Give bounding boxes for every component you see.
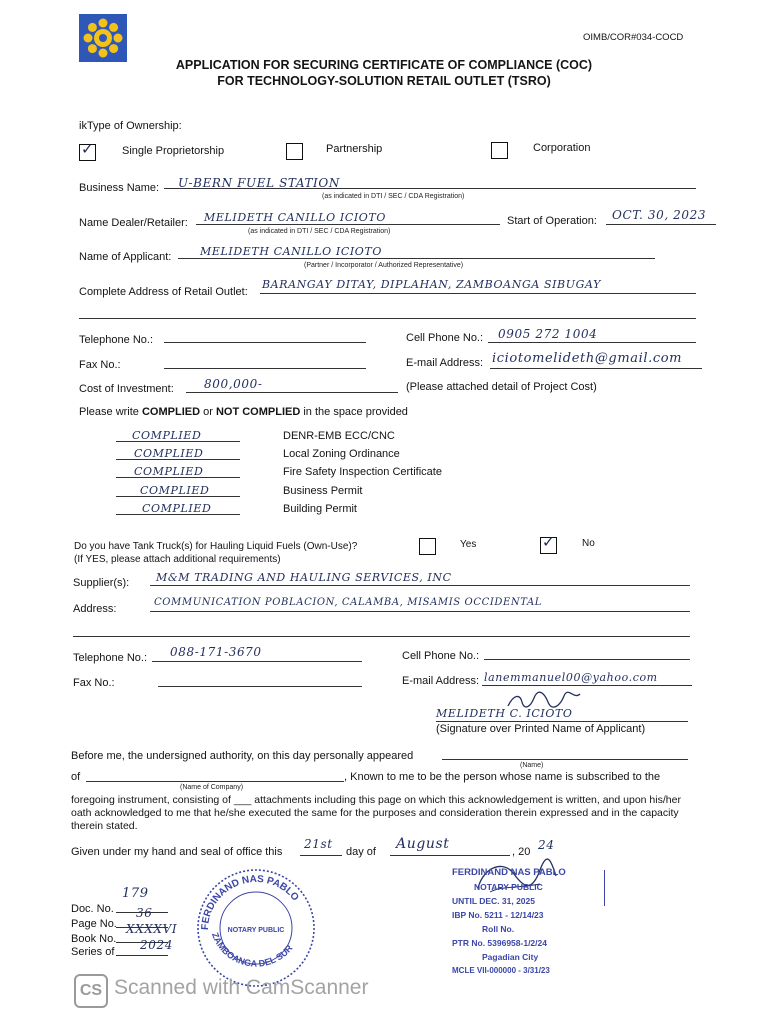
book-no-value[interactable]: XXXXVI	[126, 922, 178, 936]
government-logo	[79, 14, 127, 62]
stamp-line: IBP No. 5211 - 12/14/23	[452, 910, 544, 920]
of-label: of	[71, 771, 81, 783]
stamp-bracket	[598, 870, 605, 906]
day-of-label: day of	[346, 846, 376, 858]
compliance-status[interactable]: COMPLIED	[134, 447, 204, 460]
svg-text:FERDINAND NAS PABLO	[200, 874, 301, 930]
single-proprietorship-checkbox[interactable]	[79, 141, 96, 161]
compliance-status[interactable]: COMPLIED	[132, 429, 202, 442]
acknowledgement-paragraph: foregoing instrument, consisting of ___ attachments including this page on which this acknowledgement is written, and upon his/her oath acknowledged to me that he/she executed the same for the purposes and consideration therein expressed and in the capacity therein stated.	[71, 794, 681, 832]
supplier-fax-label: Fax No.:	[73, 677, 115, 689]
fax-label: Fax No.:	[79, 359, 121, 371]
doc-no-label: Doc. No.	[71, 903, 114, 915]
compliance-status[interactable]: COMPLIED	[134, 465, 204, 478]
address-label: Complete Address of Retail Outlet:	[79, 286, 248, 298]
stamp-line: NOTARY PUBLIC	[474, 882, 543, 892]
start-operation-value[interactable]: OCT. 30, 2023	[612, 208, 707, 222]
compliance-item-label: Business Permit	[283, 485, 363, 497]
telephone-label: Telephone No.:	[79, 334, 153, 346]
form-code: OIMB/COR#034-COCD	[583, 32, 684, 43]
camscanner-badge: CS	[74, 974, 108, 1008]
form-title-line2: FOR TECHNOLOGY-SOLUTION RETAIL OUTLET (TSRO)	[217, 74, 551, 88]
investment-note: (Please attached detail of Project Cost)	[406, 381, 597, 393]
given-day-value[interactable]: 21st	[304, 837, 333, 851]
applicant-note: (Partner / Incorporator / Authorized Representative)	[304, 262, 464, 269]
supplier-label: Supplier(s):	[73, 577, 130, 589]
supplier-telephone-value[interactable]: 088-171-3670	[170, 645, 262, 659]
tank-truck-no-checkbox[interactable]	[540, 534, 557, 554]
business-name-note: (as indicated in DTI / SEC / CDA Registration)	[322, 193, 465, 200]
check-mark-icon: ✓	[542, 534, 555, 551]
stamp-line: MCLE VII-000000 - 3/31/23	[452, 966, 550, 975]
page-no-value[interactable]: 36	[136, 906, 153, 920]
business-name-value[interactable]: U-BERN FUEL STATION	[178, 176, 340, 190]
investment-label: Cost of Investment:	[79, 383, 174, 395]
supplier-address-value[interactable]: COMMUNICATION POBLACION, CALAMBA, MISAMIS OCCIDENTAL	[154, 597, 543, 608]
investment-value[interactable]: 800,000-	[204, 377, 263, 391]
dealer-value[interactable]: MELIDETH CANILLO ICIOTO	[204, 211, 386, 224]
seal-top-text: FERDINAND NAS PABLO	[199, 873, 301, 931]
tank-truck-yes-checkbox[interactable]	[419, 538, 436, 555]
acknowledgement-line1: Before me, the undersigned authority, on this day personally appeared	[71, 750, 414, 762]
given-month-value[interactable]: August	[396, 836, 450, 852]
supplier-cell-label: Cell Phone No.:	[402, 650, 480, 662]
stamp-line: Roll No.	[482, 924, 515, 934]
option-corporation: Corporation	[533, 142, 591, 154]
cell-phone-value[interactable]: 0905 272 1004	[498, 327, 598, 341]
compliance-item-label: Building Permit	[283, 503, 357, 515]
dealer-label: Name Dealer/Retailer:	[79, 217, 188, 229]
check-mark-icon: ✓	[81, 141, 94, 158]
stamp-line: PTR No. 5396958-1/2/24	[452, 938, 547, 948]
signature-label: (Signature over Printed Name of Applicant)	[436, 723, 646, 735]
supplier-address-label: Address:	[73, 603, 117, 615]
seal-bottom-text: ZAMBOANGA DEL SUR	[210, 931, 295, 969]
corporation-checkbox[interactable]	[491, 142, 508, 159]
stamp-line: Pagadian City	[482, 952, 539, 962]
email-value[interactable]: iciotomelideth@gmail.com	[492, 351, 683, 366]
option-single-proprietorship: Single Proprietorship	[122, 145, 225, 157]
supplier-value[interactable]: M&M TRADING AND HAULING SERVICES, INC	[156, 571, 452, 584]
partnership-checkbox[interactable]	[286, 143, 303, 160]
svg-text:ZAMBOANGA DEL SUR	[210, 931, 295, 969]
ownership-label: ikType of Ownership:	[79, 120, 182, 132]
given-prefix: Given under my hand and seal of office this	[71, 846, 283, 858]
tank-truck-note: (If YES, please attach additional requirements)	[74, 554, 281, 565]
dealer-note: (as indicated in DTI / SEC / CDA Registration)	[248, 228, 391, 235]
applicant-printed-name[interactable]: MELIDETH C. ICIOTO	[436, 707, 573, 720]
address-value[interactable]: BARANGAY DITAY, DIPLAHAN, ZAMBOANGA SIBUGAY	[262, 278, 601, 291]
option-partnership: Partnership	[326, 143, 383, 155]
acknowledgement-line2: , Known to me to be the person whose name is subscribed to the	[344, 771, 661, 783]
book-no-label: Book No.	[71, 933, 117, 945]
page-no-label: Page No.	[71, 918, 117, 930]
camscanner-watermark: Scanned with CamScanner	[114, 976, 369, 999]
supplier-telephone-label: Telephone No.:	[73, 652, 147, 664]
compliance-item-label: Local Zoning Ordinance	[283, 448, 400, 460]
applicant-label: Name of Applicant:	[79, 251, 172, 263]
stamp-line: UNTIL DEC. 31, 2025	[452, 896, 535, 906]
tank-truck-yes-label: Yes	[460, 539, 477, 550]
year-value[interactable]: 24	[538, 838, 555, 852]
compliance-status[interactable]: COMPLIED	[142, 502, 212, 515]
cell-phone-label: Cell Phone No.:	[406, 332, 484, 344]
supplier-email-value[interactable]: lanemmanuel00@yahoo.com	[484, 671, 658, 684]
compliance-item-label: Fire Safety Inspection Certificate	[283, 466, 442, 478]
business-name-label: Business Name:	[79, 182, 160, 194]
compliance-item-label: DENR-EMB ECC/CNC	[283, 430, 395, 442]
name-note: (Name)	[520, 762, 544, 769]
compliance-instruction: Please write COMPLIED or NOT COMPLIED in the space provided	[79, 406, 408, 418]
stamp-line: FERDINAND NAS PABLO	[452, 867, 566, 878]
email-label: E-mail Address:	[406, 357, 484, 369]
notary-stamp	[452, 866, 612, 978]
applicant-value[interactable]: MELIDETH CANILLO ICIOTO	[200, 245, 382, 258]
series-label: Series of	[71, 946, 115, 958]
series-value[interactable]: 2024	[140, 938, 173, 952]
seal-center-text: NOTARY PUBLIC	[227, 927, 285, 934]
supplier-email-label: E-mail Address:	[402, 675, 480, 687]
start-operation-label: Start of Operation:	[507, 215, 597, 227]
company-note: (Name of Company)	[180, 784, 244, 791]
year-prefix: , 20	[512, 846, 531, 858]
doc-no-value[interactable]: 179	[122, 886, 149, 901]
form-title-line1: APPLICATION FOR SECURING CERTIFICATE OF COMPLIANCE (COC)	[175, 58, 593, 72]
tank-truck-question: Do you have Tank Truck(s) for Hauling Liquid Fuels (Own-Use)?	[74, 541, 358, 552]
notary-seal	[186, 862, 326, 990]
tank-truck-no-label: No	[582, 538, 595, 549]
compliance-status[interactable]: COMPLIED	[140, 484, 210, 497]
